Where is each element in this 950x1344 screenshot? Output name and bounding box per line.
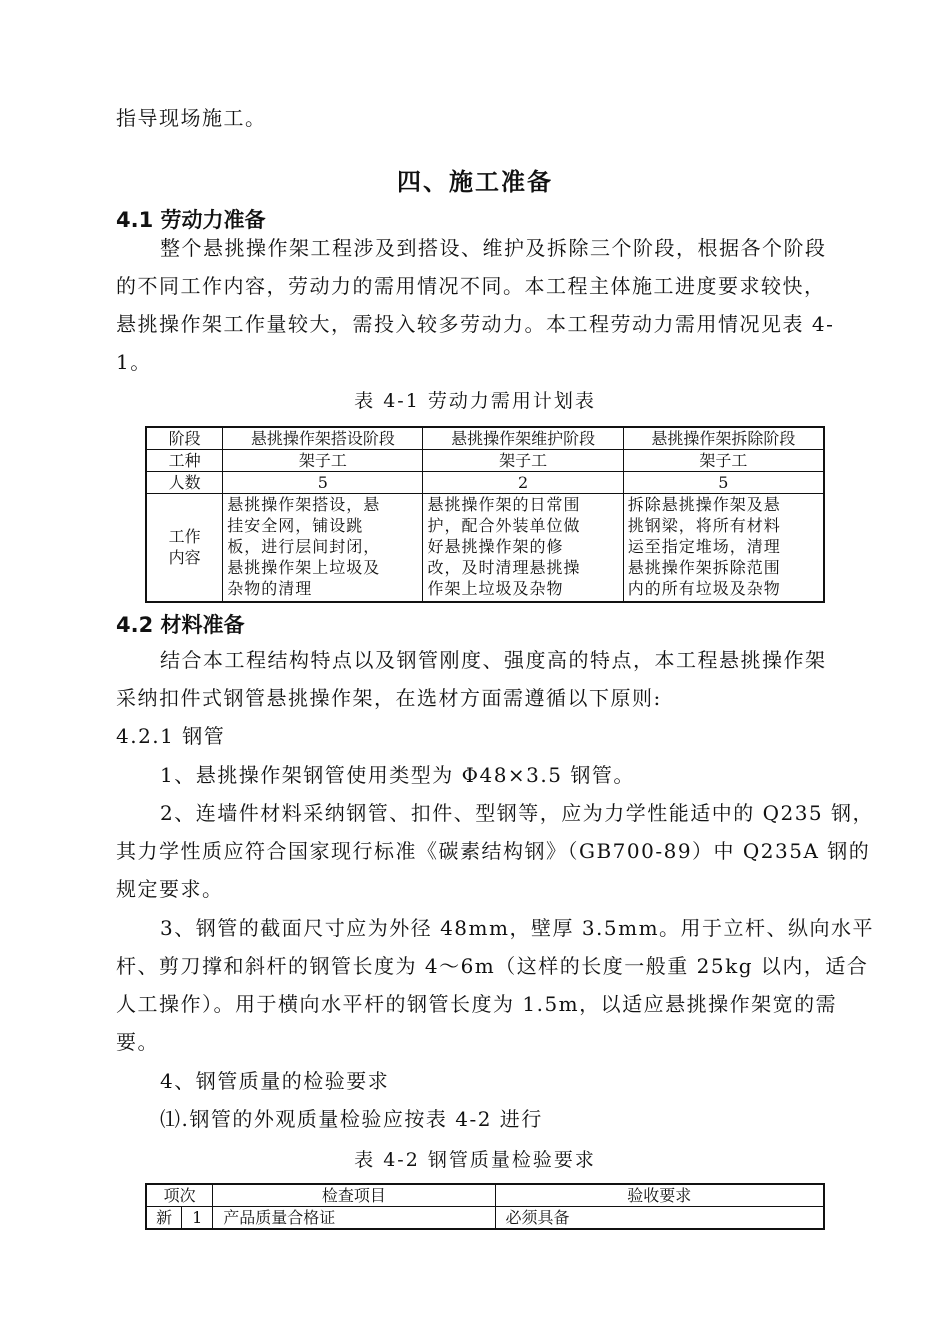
table-cell [146,494,223,602]
table-header-cell: 阶段 [146,427,223,450]
cell-line: 内的所有垃圾及杂物 [627,579,781,598]
item-2-line: 2、连墙件材料采纳钢管、扣件、型钢等，应为力学性能适中的 Q235 钢， [160,801,875,825]
table-cell: 架子工 [623,450,824,472]
intro-line: 指导现场施工。 [116,106,267,130]
table-row [146,494,824,602]
section-title: 四、施工准备 [397,168,553,196]
section-4-2-title: 4.2 材料准备 [116,613,245,637]
table-cell: 架子工 [223,450,423,472]
s42-para-line: 结合本工程结构特点以及钢管刚度、强度高的特点，本工程悬挑操作架 [160,648,827,672]
content-label: 工作 [168,527,201,547]
cell-line: 运至指定堆场，清理 [627,537,781,556]
table-cell [623,494,824,602]
item-3-line: 要。 [116,1030,159,1054]
cell-line: 挑钢梁，将所有材料 [627,516,781,535]
table-header-cell: 验收要求 [495,1184,824,1207]
table-cell: 5 [223,472,423,494]
cell-line: 作架上垃圾及杂物 [427,579,564,598]
item-3-line: 人工操作）。用于横向水平杆的钢管长度为 1.5m，以适应悬挑操作架宽的需 [116,992,838,1016]
table-row [146,427,824,450]
steel-pipe-inspection-table [145,1183,825,1230]
cell-line: 板，进行层间封闭， [227,537,381,556]
table-row [146,1207,824,1230]
table-cell: 5 [623,472,824,494]
table-header-cell: 项次 [146,1184,213,1207]
cell-line: 杂物的清理 [227,579,313,598]
s41-para-line: 的不同工作内容，劳动力的需用情况不同。本工程主体施工进度要求较快， [116,274,826,298]
s41-para-line: 整个悬挑操作架工程涉及到搭设、维护及拆除三个阶段，根据各个阶段 [160,236,827,260]
table-cell: 必须具备 [495,1207,824,1230]
table-header-cell: 悬挑操作架搭设阶段 [223,427,423,450]
table1-caption: 表 4-1 劳动力需用计划表 [354,390,596,412]
section-4-1-title: 4.1 劳动力准备 [116,208,266,232]
item-3-line: 3、钢管的截面尺寸应为外径 48mm，壁厚 3.5mm。用于立杆、纵向水平 [160,916,875,940]
table-row [146,450,824,472]
item-2-line: 其力学性质应符合国家现行标准《碳素结构钢》（GB700-89）中 Q235A 钢的 [116,839,871,863]
table-header-cell: 悬挑操作架维护阶段 [423,427,623,450]
item-2-line: 规定要求。 [116,877,224,901]
s42-para-line: 采纳扣件式钢管悬挑操作架，在选材方面需遵循以下原则: [116,686,662,710]
table-cell: 1 [182,1207,213,1230]
item-3-line: 杆、剪刀撑和斜杆的钢管长度为 4～6m（这样的长度一般重 25kg 以内，适合 [116,954,869,978]
cell-line: 拆除悬挑操作架及悬 [627,495,781,514]
s41-para-line: 1。 [116,350,152,374]
cell-line: 护，配合外装单位做 [427,516,581,535]
cell-line: 好悬挑操作架的修 [427,537,564,556]
subsection-title: 4.2.1 钢管 [116,724,226,748]
table-cell: 2 [423,472,623,494]
s41-para-line: 悬挑操作架工作量较大，需投入较多劳动力。本工程劳动力需用情况见表 4- [116,312,835,336]
labor-plan-table [145,426,825,603]
table-cell: 产品质量合格证 [213,1207,495,1230]
cell-line: 改，及时清理悬挑操 [427,558,581,577]
table-cell: 工种 [146,450,223,472]
content-label: 内容 [168,548,201,568]
table-cell [423,494,623,602]
table-row [146,472,824,494]
table-cell [223,494,423,602]
table-row [146,1184,824,1207]
cell-line: 悬挑操作架上垃圾及 [227,558,381,577]
cell-line: 悬挑操作架的日常围 [427,495,581,514]
item-4: 4、钢管质量的检验要求 [160,1069,390,1093]
table2-caption: 表 4-2 钢管质量检验要求 [354,1149,596,1171]
cell-line: 悬挑操作架拆除范围 [627,558,781,577]
cell-line: 悬挑操作架搭设，悬 [227,495,381,514]
item-1: 1、悬挑操作架钢管使用类型为 Φ48×3.5 钢管。 [160,763,635,787]
table-cell: 架子工 [423,450,623,472]
item-4-1: ⑴.钢管的外观质量检验应按表 4-2 进行 [160,1107,543,1131]
table-cell: 人数 [146,472,223,494]
table-header-cell: 检查项目 [213,1184,495,1207]
table-cell: 新 [146,1207,182,1230]
cell-line: 挂安全网，铺设跳 [227,516,364,535]
table-header-cell: 悬挑操作架拆除阶段 [623,427,824,450]
